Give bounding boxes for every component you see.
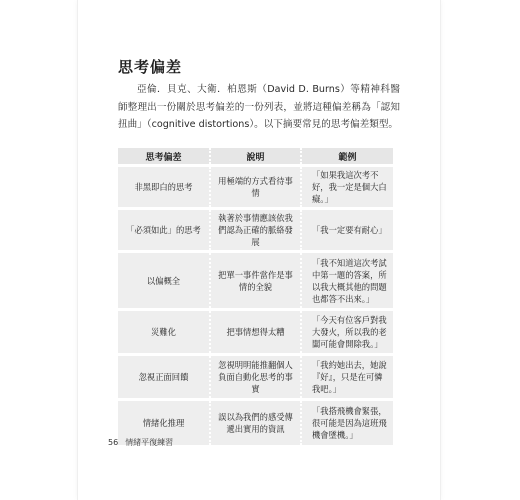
distortion-name: 忽視正面回饋: [118, 355, 210, 400]
distortions-table: [118, 148, 393, 445]
table-row: [118, 252, 393, 310]
table-row: [118, 355, 393, 400]
distortion-description: 把單一事件當作是事情的全貌: [210, 252, 301, 310]
page-number: 56: [108, 438, 119, 447]
table-row: [118, 310, 393, 355]
header-description: 說明: [210, 148, 301, 166]
page-footer: [108, 437, 173, 448]
distortion-name: 「必須如此」的思考: [118, 209, 210, 252]
distortion-name: 情緒化推理: [118, 400, 210, 445]
table-row: [118, 209, 393, 252]
distortion-description: 忽視明明能推翻個人負面自動化思考的事實: [210, 355, 301, 400]
distortion-example: 「我約她出去，她說『好』，只是在可憐我吧。」: [301, 355, 393, 400]
distortion-example: 「今天有位客戶對我大發火，所以我的老闆可能會開除我。」: [301, 310, 393, 355]
distortion-name: 以偏概全: [118, 252, 210, 310]
distortion-example: 「如果我這次考不好，我一定是個大白癡。」: [301, 166, 393, 209]
intro-paragraph: 亞倫．貝克、大衛．柏恩斯（David D. Burns）等精神科醫師整理出一份關於思考偏差的一份列表，並將這種偏差稱為「認知扭曲」（cognitive distortions）。以下摘要常見的思考偏差類型。: [118, 84, 400, 130]
distortion-description: 用極端的方式看待事情: [210, 166, 301, 209]
distortion-example: 「我一定要有耐心」: [301, 209, 393, 252]
section-title: 思考偏差: [118, 58, 183, 76]
distortion-description: 執著於事情應該依我們認為正確的脈絡發展: [210, 209, 301, 252]
table-row: [118, 166, 393, 209]
distortion-example: 「我搭飛機會緊張，很可能是因為這班飛機會墜機。」: [301, 400, 393, 445]
distortion-description: 把事情想得太糟: [210, 310, 301, 355]
table-header-row: [118, 148, 393, 166]
distortion-example: 「我不知道這次考試中第一題的答案，所以我大概其他的問題也都答不出來。」: [301, 252, 393, 310]
distortion-description: 誤以為我們的感受傳遞出實用的資訊: [210, 400, 301, 445]
header-example: 範例: [301, 148, 393, 166]
header-type: 思考偏差: [118, 148, 210, 166]
distortion-name: 災難化: [118, 310, 210, 355]
distortion-name: 非黑即白的思考: [118, 166, 210, 209]
book-title: 情緒平復練習: [125, 438, 174, 447]
